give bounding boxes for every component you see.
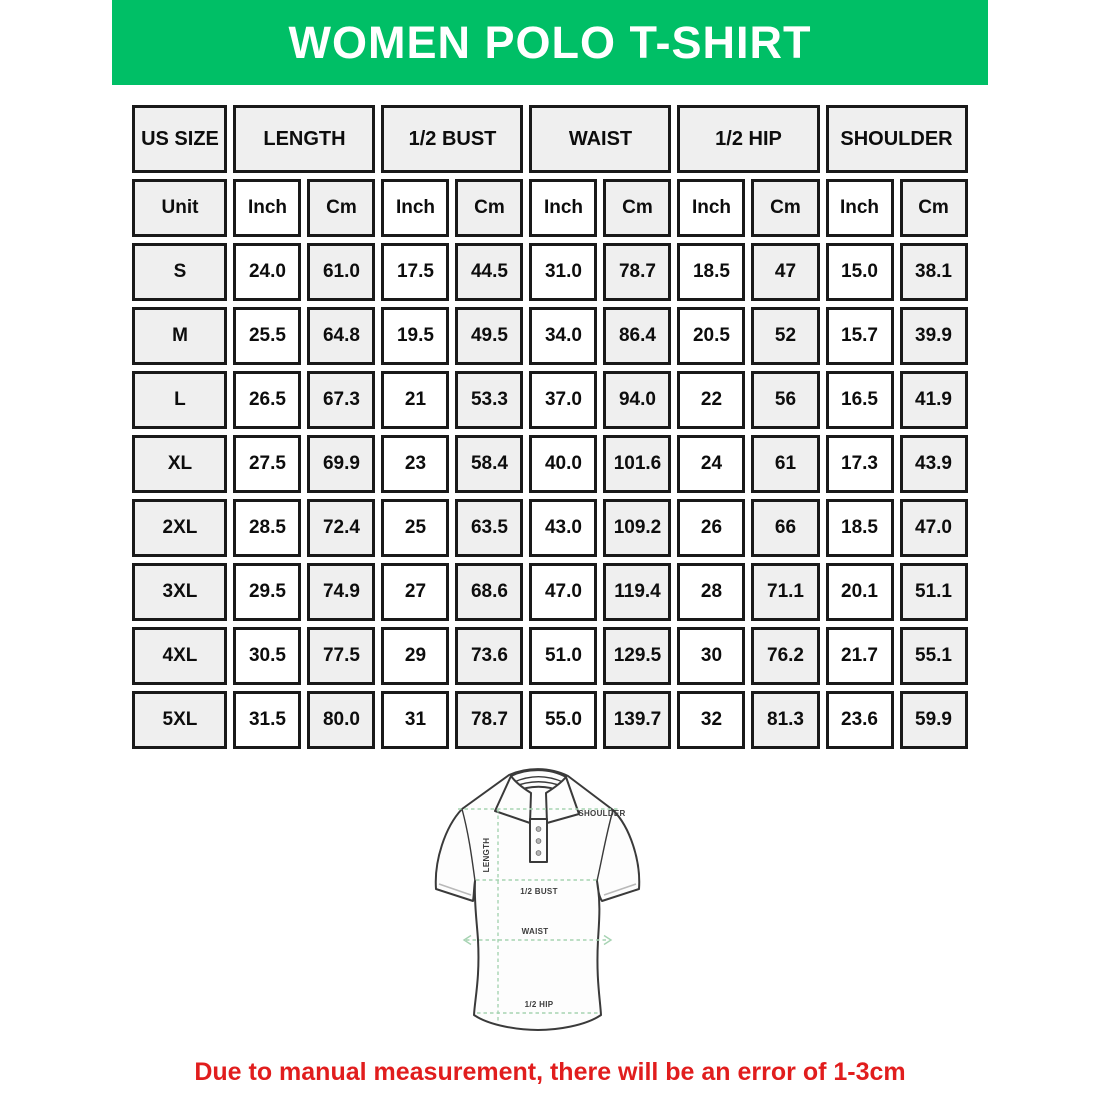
- value-cell: 23: [381, 435, 449, 493]
- value-cell: 25: [381, 499, 449, 557]
- value-cell: 49.5: [455, 307, 523, 365]
- size-cell: M: [132, 307, 227, 365]
- shirt-measurement-diagram: [415, 755, 685, 1052]
- size-cell: 3XL: [132, 563, 227, 621]
- value-cell: 21.7: [826, 627, 894, 685]
- value-cell: 31: [381, 691, 449, 749]
- value-cell: 47: [751, 243, 819, 301]
- value-cell: 63.5: [455, 499, 523, 557]
- value-cell: 24.0: [233, 243, 301, 301]
- table-header: [132, 105, 967, 237]
- value-cell: 101.6: [603, 435, 671, 493]
- value-cell: 55.0: [529, 691, 597, 749]
- diagram-label-hip: 1/2 HIP: [524, 1000, 554, 1009]
- value-cell: 56: [751, 371, 819, 429]
- value-cell: 109.2: [603, 499, 671, 557]
- value-cell: 39.9: [900, 307, 968, 365]
- button-icon: [536, 851, 541, 856]
- value-cell: 15.7: [826, 307, 894, 365]
- value-cell: 61: [751, 435, 819, 493]
- size-cell: L: [132, 371, 227, 429]
- table-row: [132, 243, 967, 301]
- unit-cell: Cm: [900, 179, 968, 237]
- value-cell: 30: [677, 627, 745, 685]
- value-cell: 31.5: [233, 691, 301, 749]
- value-cell: 15.0: [826, 243, 894, 301]
- unit-cell: Inch: [381, 179, 449, 237]
- table-row: [132, 563, 967, 621]
- unit-cell: Inch: [529, 179, 597, 237]
- unit-cell: Cm: [455, 179, 523, 237]
- value-cell: 74.9: [307, 563, 375, 621]
- size-cell: 5XL: [132, 691, 227, 749]
- unit-cell: Inch: [233, 179, 301, 237]
- unit-label-cell: Unit: [132, 179, 227, 237]
- value-cell: 61.0: [307, 243, 375, 301]
- value-cell: 27.5: [233, 435, 301, 493]
- value-cell: 81.3: [751, 691, 819, 749]
- value-cell: 38.1: [900, 243, 968, 301]
- polo-shirt-diagram-svg: [415, 755, 685, 1047]
- value-cell: 59.9: [900, 691, 968, 749]
- value-cell: 31.0: [529, 243, 597, 301]
- value-cell: 77.5: [307, 627, 375, 685]
- value-cell: 72.4: [307, 499, 375, 557]
- value-cell: 73.6: [455, 627, 523, 685]
- diagram-label-length: LENGTH: [482, 837, 491, 873]
- value-cell: 78.7: [603, 243, 671, 301]
- value-cell: 55.1: [900, 627, 968, 685]
- value-cell: 47.0: [529, 563, 597, 621]
- unit-cell: Cm: [603, 179, 671, 237]
- value-cell: 19.5: [381, 307, 449, 365]
- value-cell: 58.4: [455, 435, 523, 493]
- value-cell: 34.0: [529, 307, 597, 365]
- table-row: [132, 691, 967, 749]
- title-banner: [112, 0, 988, 85]
- diagram-label-shoulder: SHOULDER: [578, 809, 626, 818]
- size-cell: 2XL: [132, 499, 227, 557]
- unit-cell: Cm: [751, 179, 819, 237]
- value-cell: 43.0: [529, 499, 597, 557]
- value-cell: 26: [677, 499, 745, 557]
- value-cell: 44.5: [455, 243, 523, 301]
- value-cell: 64.8: [307, 307, 375, 365]
- value-cell: 76.2: [751, 627, 819, 685]
- value-cell: 139.7: [603, 691, 671, 749]
- value-cell: 24: [677, 435, 745, 493]
- value-cell: 51.1: [900, 563, 968, 621]
- value-cell: 86.4: [603, 307, 671, 365]
- value-cell: 28.5: [233, 499, 301, 557]
- diagram-label-bust: 1/2 BUST: [520, 887, 558, 896]
- button-icon: [536, 827, 541, 832]
- value-cell: 23.6: [826, 691, 894, 749]
- page-title: WOMEN POLO T-SHIRT: [288, 16, 812, 68]
- value-cell: 17.5: [381, 243, 449, 301]
- value-cell: 22: [677, 371, 745, 429]
- header-cell-length: LENGTH: [233, 105, 375, 173]
- diagram-label-waist: WAIST: [521, 927, 549, 936]
- value-cell: 29.5: [233, 563, 301, 621]
- value-cell: 67.3: [307, 371, 375, 429]
- header-cell-waist: WAIST: [529, 105, 671, 173]
- value-cell: 21: [381, 371, 449, 429]
- header-cell-1-2-bust: 1/2 BUST: [381, 105, 523, 173]
- value-cell: 32: [677, 691, 745, 749]
- value-cell: 30.5: [233, 627, 301, 685]
- unit-cell: Inch: [677, 179, 745, 237]
- value-cell: 94.0: [603, 371, 671, 429]
- value-cell: 129.5: [603, 627, 671, 685]
- value-cell: 18.5: [826, 499, 894, 557]
- table-row: [132, 435, 967, 493]
- value-cell: 20.1: [826, 563, 894, 621]
- value-cell: 47.0: [900, 499, 968, 557]
- value-cell: 16.5: [826, 371, 894, 429]
- value-cell: 27: [381, 563, 449, 621]
- header-cell-1-2-hip: 1/2 HIP: [677, 105, 819, 173]
- value-cell: 29: [381, 627, 449, 685]
- size-cell: S: [132, 243, 227, 301]
- table-group-row: [132, 105, 967, 173]
- table-body: [132, 243, 967, 749]
- value-cell: 69.9: [307, 435, 375, 493]
- value-cell: 119.4: [603, 563, 671, 621]
- table-row: [132, 627, 967, 685]
- size-cell: XL: [132, 435, 227, 493]
- unit-cell: Inch: [826, 179, 894, 237]
- unit-cell: Cm: [307, 179, 375, 237]
- value-cell: 53.3: [455, 371, 523, 429]
- table-row: [132, 499, 967, 557]
- value-cell: 52: [751, 307, 819, 365]
- value-cell: 18.5: [677, 243, 745, 301]
- header-cell-us-size: US SIZE: [132, 105, 227, 173]
- measurement-note: Due to manual measurement, there will be an error of 1-3cm: [194, 1058, 906, 1086]
- table-row: [132, 307, 967, 365]
- value-cell: 66: [751, 499, 819, 557]
- value-cell: 41.9: [900, 371, 968, 429]
- size-table: [126, 99, 973, 755]
- value-cell: 68.6: [455, 563, 523, 621]
- size-cell: 4XL: [132, 627, 227, 685]
- value-cell: 78.7: [455, 691, 523, 749]
- value-cell: 43.9: [900, 435, 968, 493]
- value-cell: 28: [677, 563, 745, 621]
- value-cell: 40.0: [529, 435, 597, 493]
- value-cell: 71.1: [751, 563, 819, 621]
- header-cell-shoulder: SHOULDER: [826, 105, 968, 173]
- value-cell: 51.0: [529, 627, 597, 685]
- value-cell: 20.5: [677, 307, 745, 365]
- value-cell: 26.5: [233, 371, 301, 429]
- button-icon: [536, 839, 541, 844]
- value-cell: 17.3: [826, 435, 894, 493]
- value-cell: 80.0: [307, 691, 375, 749]
- value-cell: 37.0: [529, 371, 597, 429]
- value-cell: 25.5: [233, 307, 301, 365]
- table-unit-row: [132, 179, 967, 237]
- table-row: [132, 371, 967, 429]
